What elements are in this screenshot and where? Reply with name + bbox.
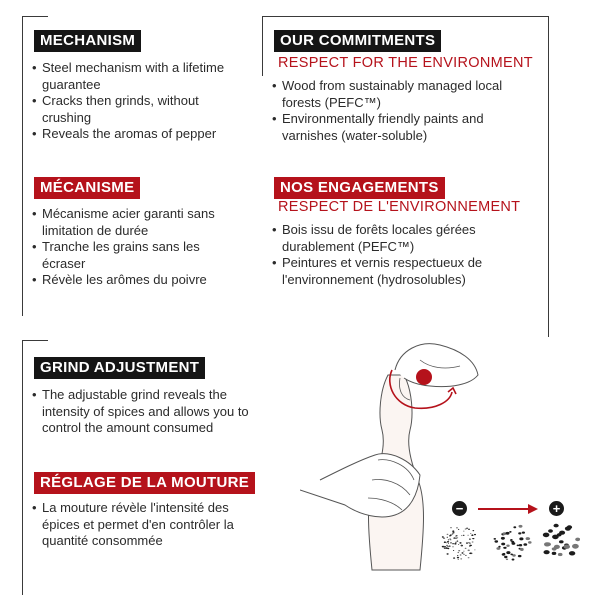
- grind-frame-top: [22, 340, 48, 341]
- medium-grind: [494, 525, 532, 561]
- mechanism-title: MECHANISM: [34, 30, 141, 52]
- mecanisme-title: MÉCANISME: [34, 177, 140, 199]
- list-item: • Wood from sustainably managed local forests (PEFC™): [272, 78, 522, 111]
- reglage-title: RÉGLAGE DE LA MOUTURE: [34, 472, 255, 494]
- list-item: • La mouture révèle l'intensité des épices et permet d'en contrôler la quantité consommée: [32, 500, 262, 550]
- minus-icon: −: [452, 501, 467, 516]
- arrow-right-icon: [478, 502, 540, 516]
- grind-frame: [22, 340, 23, 595]
- commitments-title: OUR COMMITMENTS: [274, 30, 441, 52]
- list-item: • Peintures et vernis respectueux de l'environnement (hydrosolubles): [272, 255, 522, 288]
- list-item: • Révèle les arômes du poivre: [32, 272, 232, 289]
- list-item: • Bois issu de forêts locales gérées durablement (PEFC™): [272, 222, 522, 255]
- list-item: • Tranche les grains sans les écraser: [32, 239, 232, 272]
- engagements-list: [272, 222, 522, 288]
- list-item: • The adjustable grind reveals the intensity of spices and allows you to control the amount consumed: [32, 387, 262, 437]
- grind-list: [32, 387, 262, 437]
- commitments-list: [272, 78, 522, 144]
- list-item: • Mécanisme acier garanti sans limitation de durée: [32, 206, 232, 239]
- plus-icon: +: [549, 501, 564, 516]
- mecanisme-list: [32, 206, 232, 289]
- engagements-subtitle: RESPECT DE L'ENVIRONNEMENT: [278, 199, 521, 215]
- list-item: • Reveals the aromas of pepper: [32, 126, 232, 143]
- grind-sample-illustration: [440, 520, 580, 565]
- mechanism-frame: [22, 16, 23, 316]
- grind-title: GRIND ADJUSTMENT: [34, 357, 205, 379]
- list-item: • Steel mechanism with a lifetime guarantee: [32, 60, 232, 93]
- reglage-list: [32, 500, 262, 550]
- mechanism-list: [32, 60, 232, 143]
- commitments-frame-left: [262, 16, 263, 76]
- fine-grind: [442, 527, 476, 560]
- mechanism-frame-top: [22, 16, 48, 17]
- engagements-title: NOS ENGAGEMENTS: [274, 177, 445, 199]
- commitments-subtitle: RESPECT FOR THE ENVIRONMENT: [278, 55, 533, 71]
- list-item: • Cracks then grinds, without crushing: [32, 93, 232, 126]
- coarse-grind: [543, 524, 580, 556]
- list-item: • Environmentally friendly paints and varnishes (water-soluble): [272, 111, 522, 144]
